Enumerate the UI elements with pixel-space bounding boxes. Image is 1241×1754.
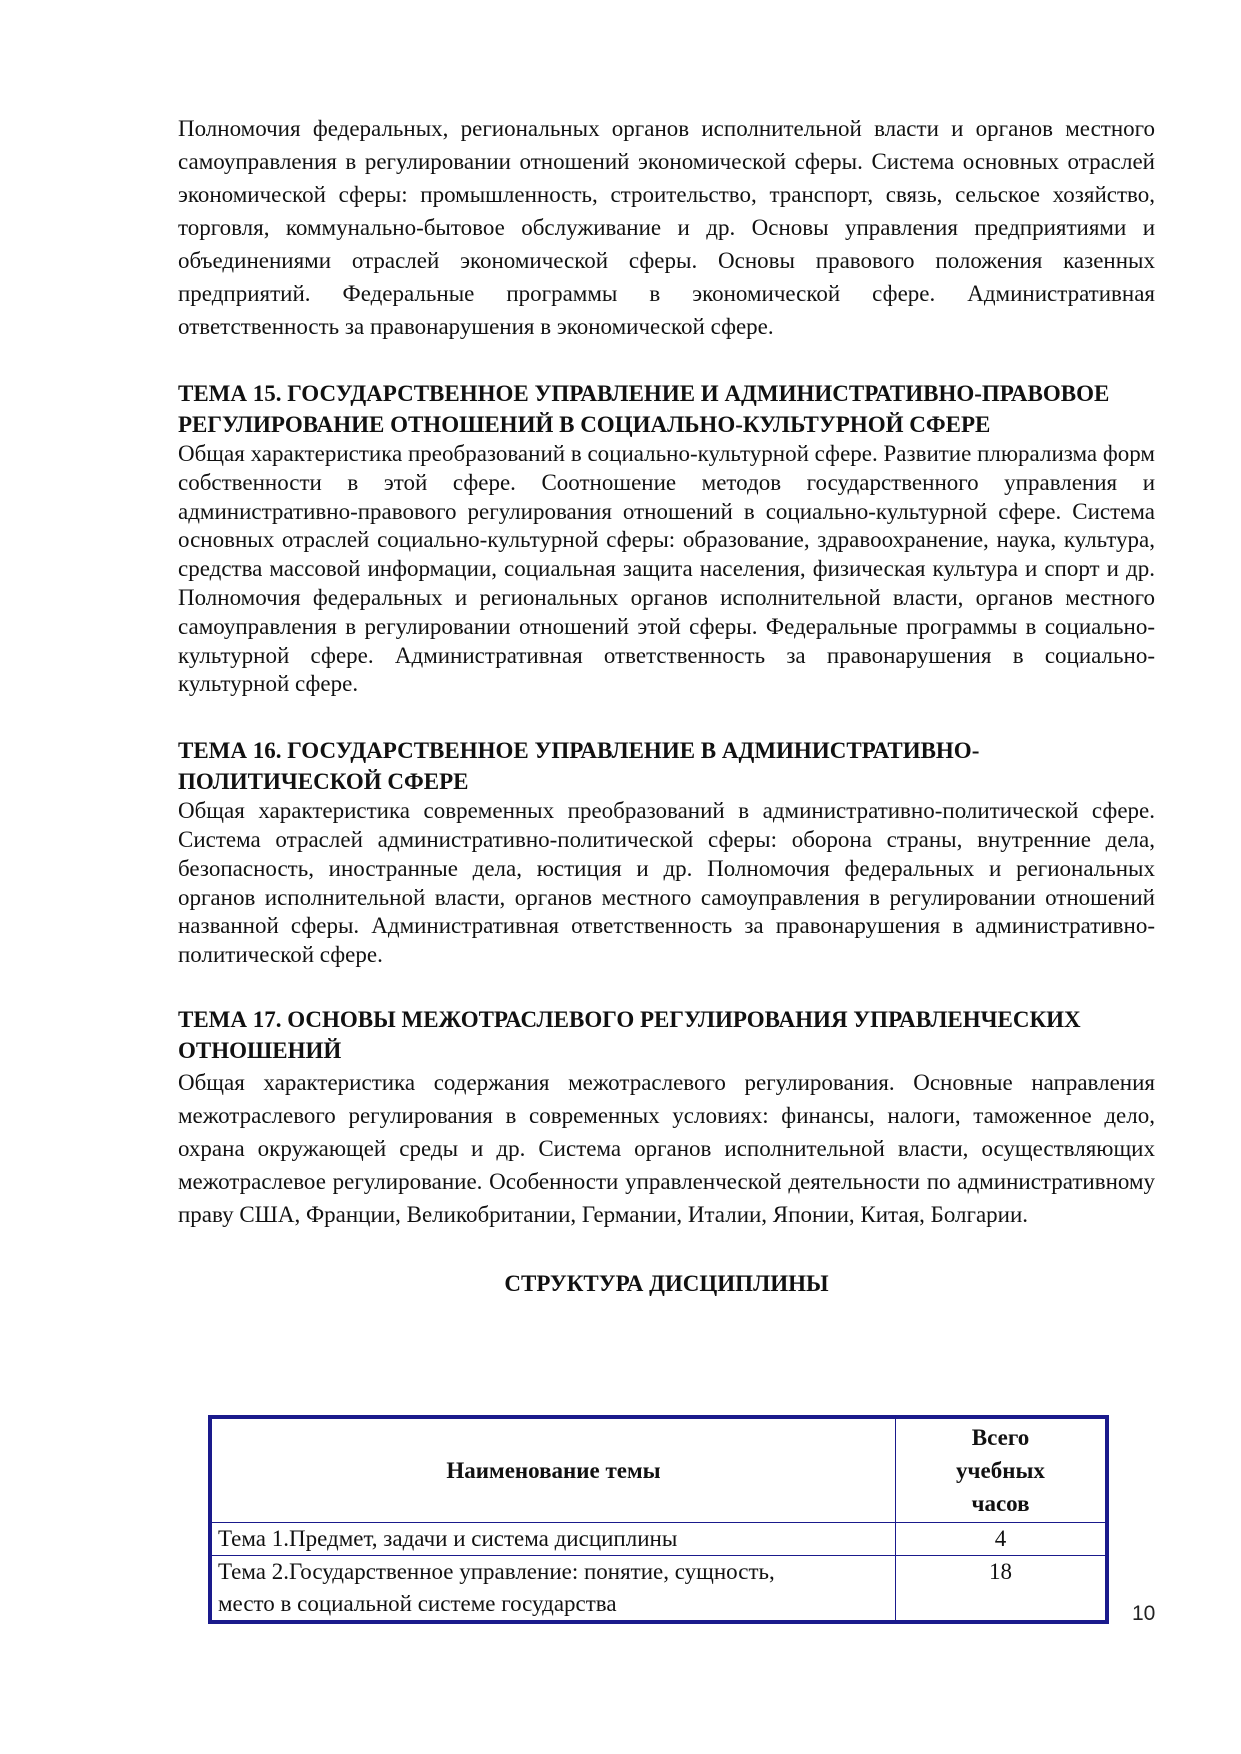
header-topic-name: Наименование темы: [210, 1417, 896, 1523]
topic-name-cell: Тема 1.Предмет, задачи и система дисциплины: [210, 1523, 896, 1556]
hours-cell: 4: [896, 1523, 1108, 1556]
topic-17-heading: ТЕМА 17. ОСНОВЫ МЕЖОТРАСЛЕВОГО РЕГУЛИРОВАНИЯ УПРАВЛЕНЧЕСКИХ ОТНОШЕНИЙ: [178, 1006, 1081, 1063]
page-number: 10: [1132, 1602, 1156, 1625]
topic-16-heading: ТЕМА 16. ГОСУДАРСТВЕННОЕ УПРАВЛЕНИЕ В АДМИНИСТРАТИВНО-ПОЛИТИЧЕСКОЙ СФЕРЕ: [178, 738, 980, 795]
document-page: [178, 112, 1155, 1299]
structure-table: [208, 1415, 1109, 1624]
table-header-row: [210, 1417, 1107, 1523]
header-hours-line: учебных: [956, 1458, 1045, 1483]
hours-cell: 18: [896, 1556, 1108, 1623]
topic-name-cell: [210, 1556, 896, 1623]
topic-name-line: Тема 2.Государственное управление: понятие, сущность,: [218, 1559, 775, 1584]
table-row: [210, 1556, 1107, 1623]
header-total-hours: [896, 1417, 1108, 1523]
header-hours-line: Всего: [971, 1425, 1030, 1450]
table-row: [210, 1523, 1107, 1556]
topic-16-body: Общая характеристика современных преобразований в административно-политической сфере. Система отраслей административно-политической сферы: оборона страны, внутренние дела, безопасность, иностранные дела, юстиция и др. Полномочия федеральных и региональных органов исполнительной власти, органов местного самоуправления в регулировании отношений названной сферы. Административная ответственность за правонарушения в административно-политической сфере.: [178, 798, 1155, 968]
header-hours-line: часов: [971, 1491, 1030, 1516]
intro-paragraph: Полномочия федеральных, региональных органов исполнительной власти и органов местного самоуправления в регулировании отношений экономической сферы. Система основных отраслей экономической сферы: промышленность, строительство, транспорт, связь, сельское хозяйство, торговля, коммунально-бытовое обслуживание и др. Основы управления предприятиями и объединениями отраслей экономической сферы. Основы правового положения казенных предприятий. Федеральные программы в экономической сфере. Административная ответственность за правонарушения в экономической сфере.: [178, 116, 1155, 339]
structure-title: СТРУКТУРА ДИСЦИПЛИНЫ: [504, 1270, 829, 1296]
topic-17-body: Общая характеристика содержания межотраслевого регулирования. Основные направления межотраслевого регулирования в современных условиях: финансы, налоги, таможенное дело, охрана окружающей среды и др. Система органов исполнительной власти, осуществляющих межотраслевое регулирование. Особенности управленческой деятельности по административному праву США, Франции, Великобритании, Германии, Италии, Японии, Китая, Болгарии.: [178, 1069, 1155, 1227]
topic-name-line: место в социальной системе государства: [218, 1591, 617, 1616]
topic-15-body: Общая характеристика преобразований в социально-культурной сфере. Развитие плюрализма форм собственности в этой сфере. Соотношение методов государственного управления и административно-правового регулирования отношений в социально-культурной сфере. Система основных отраслей социально-культурной сферы: образование, здравоохранение, наука, культура, средства массовой информации, социальная защита населения, физическая культура и спорт и др. Полномочия федеральных и региональных органов исполнительной власти, органов местного самоуправления в регулировании отношений этой сферы. Федеральные программы в социально-культурной сфере. Административная ответственность за правонарушения в социально-культурной сфере.: [178, 441, 1155, 697]
topic-15-heading: ТЕМА 15. ГОСУДАРСТВЕННОЕ УПРАВЛЕНИЕ И АДМИНИСТРАТИВНО-ПРАВОВОЕ РЕГУЛИРОВАНИЕ ОТНОШЕНИЙ В СОЦИАЛЬНО-КУЛЬТУРНОЙ СФЕРЕ: [178, 381, 1110, 437]
